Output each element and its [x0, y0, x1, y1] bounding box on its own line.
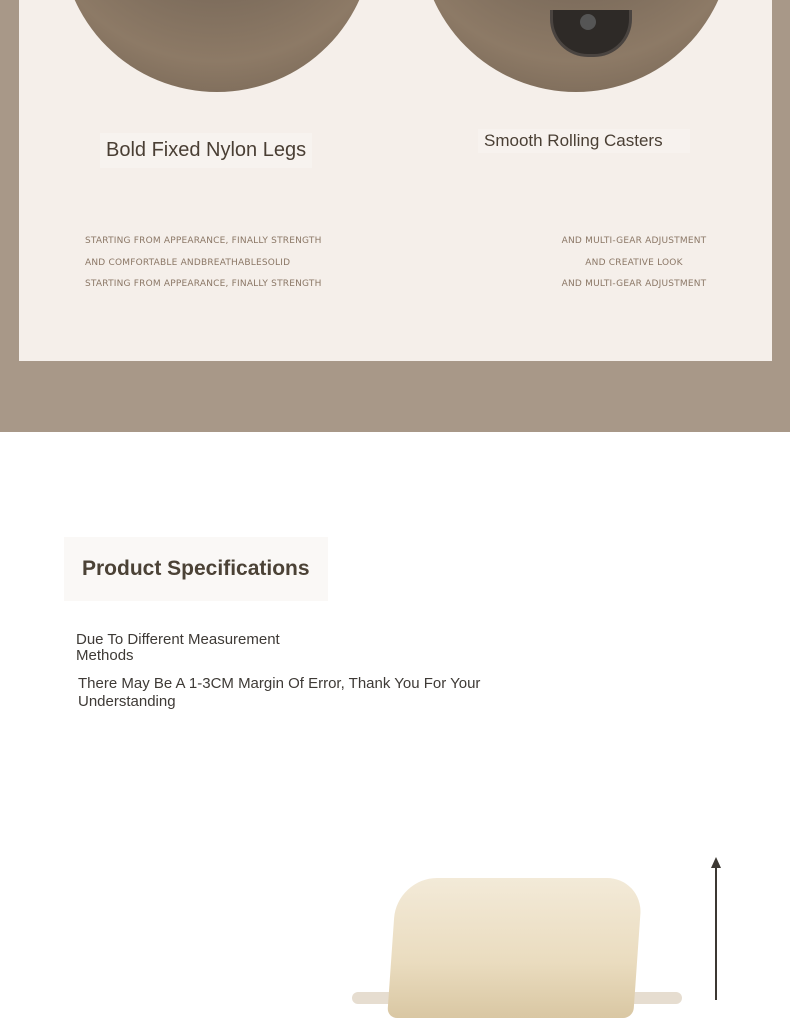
feature-label-nylon-legs: Bold Fixed Nylon Legs	[100, 133, 312, 168]
margin-of-error-note: There May Be A 1-3CM Margin Of Error, Thank You For Your Understanding	[78, 675, 481, 710]
caster-hub-graphic	[580, 14, 596, 30]
nylon-legs-image	[61, 0, 373, 92]
feature-description-left	[85, 231, 322, 296]
height-dimension-line	[715, 866, 717, 1000]
description-line: AND MULTI-GEAR ADJUSTMENT	[561, 236, 707, 246]
feature-label-rolling-casters: Smooth Rolling Casters	[478, 129, 690, 153]
chair-backrest-image	[387, 878, 643, 1018]
description-line: AND COMFORTABLE ANDBREATHABLESOLID	[85, 257, 291, 268]
measurement-note: Due To Different Measurement Methods	[76, 631, 280, 664]
feature-card	[19, 0, 772, 361]
description-line: STARTING FROM APPEARANCE, FINALLY STRENGTH	[85, 279, 322, 289]
description-line: STARTING FROM APPEARANCE, FINALLY STRENGTH	[85, 236, 322, 246]
description-line: AND MULTI-GEAR ADJUSTMENT	[561, 279, 707, 289]
rolling-casters-image	[420, 0, 732, 92]
product-specifications-heading: Product Specifications	[64, 537, 328, 601]
description-line: AND CREATIVE LOOK	[585, 257, 683, 268]
feature-description-right	[559, 231, 709, 296]
